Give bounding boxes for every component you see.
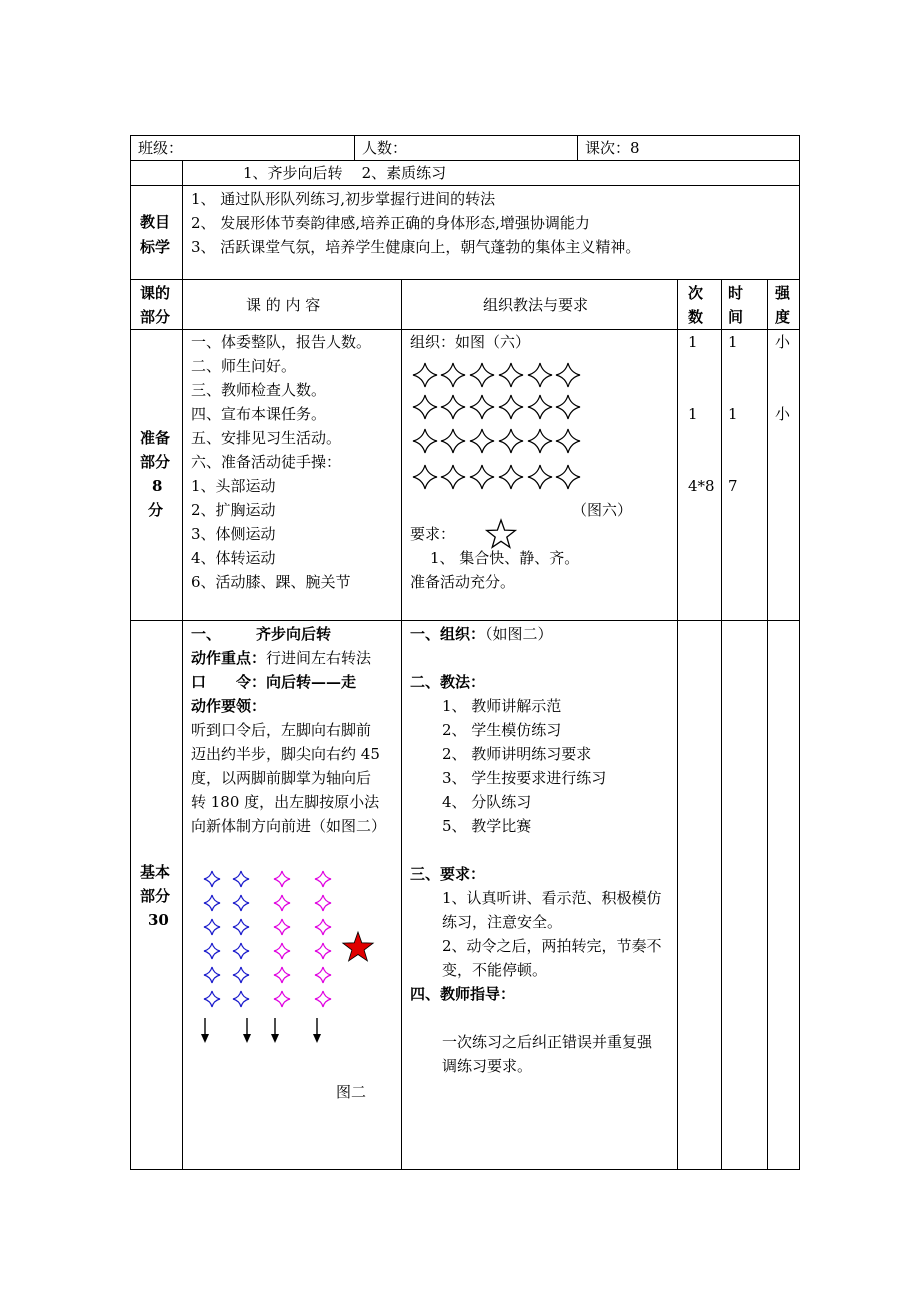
method-item: 4、 分队练习 — [442, 793, 532, 811]
essentials-label: 动作要领： — [191, 697, 267, 715]
requirement-star-icon — [487, 520, 516, 547]
lesson-number-label: 课次：8 — [585, 139, 640, 157]
student-marker-icon — [470, 465, 494, 489]
student-marker-icon — [204, 871, 220, 887]
command-text: 向后转——走 — [266, 673, 357, 691]
method-item: 1、 教师讲解示范 — [442, 697, 562, 715]
col-time-line2: 间 — [728, 308, 744, 326]
arrow-down-icon — [243, 1034, 251, 1043]
student-marker-icon — [413, 363, 437, 387]
focus-text: 行进间左右转法 — [266, 649, 372, 667]
prep-requirement-item: 1、 集合快、静、齐。 — [430, 549, 580, 567]
student-marker-icon — [204, 991, 220, 1007]
student-marker-icon — [315, 871, 331, 887]
prep-content-item: 二、师生问好。 — [191, 357, 297, 375]
focus-label: 动作重点： — [191, 649, 267, 667]
student-marker-icon — [233, 895, 249, 911]
objectives-label-line2: 标学 — [140, 238, 171, 256]
prep-intensity: 小 — [775, 405, 791, 423]
student-marker-icon — [274, 871, 290, 887]
guidance-heading: 四、教师指导： — [410, 985, 516, 1003]
prep-label-line4: 分 — [148, 501, 164, 519]
student-marker-icon — [556, 395, 580, 419]
col-times-line1: 次 — [688, 284, 704, 302]
objective-item: 3、 活跃课堂气氛，培养学生健康向上，朝气蓬勃的集体主义精神。 — [191, 238, 641, 256]
class-label: 班级： — [138, 139, 184, 157]
student-marker-icon — [315, 943, 331, 959]
prep-figure-caption: （图六） — [572, 501, 633, 519]
col-times-line2: 数 — [688, 308, 704, 326]
objective-item: 2、 发展形体节奏韵律感,培养正确的身体形态,增强协调能力 — [191, 214, 590, 232]
student-marker-icon — [315, 919, 331, 935]
basic-figure-caption: 图二 — [336, 1083, 367, 1101]
prep-content-item: 2、扩胸运动 — [191, 501, 276, 519]
student-marker-icon — [315, 991, 331, 1007]
prep-label-line1: 准备 — [140, 429, 171, 447]
requirement-line: 2、动令之后，两拍转完，节奏不 — [442, 937, 662, 955]
objectives-label-line1: 教目 — [140, 213, 171, 231]
prep-duration: 1 — [728, 333, 738, 351]
student-marker-icon — [233, 919, 249, 935]
student-marker-icon — [470, 429, 494, 453]
col-part-line1: 课的 — [140, 284, 171, 302]
student-marker-icon — [204, 895, 220, 911]
arrow-down-icon — [313, 1034, 321, 1043]
essentials-line: 听到口令后，左脚向右脚前 — [191, 721, 372, 739]
prep-label-line3: 8 — [152, 477, 163, 495]
prep-duration: 1 — [728, 405, 738, 423]
student-marker-icon — [274, 967, 290, 983]
student-marker-icon — [441, 429, 465, 453]
prep-duration: 7 — [728, 477, 738, 495]
student-marker-icon — [499, 395, 523, 419]
student-marker-icon — [499, 429, 523, 453]
col-intensity-line2: 度 — [775, 308, 791, 326]
requirement-line: 练习，注意安全。 — [442, 913, 563, 931]
col-method-header: 组织教法与要求 — [483, 296, 589, 314]
student-marker-icon — [315, 967, 331, 983]
requirement-heading: 三、要求： — [410, 865, 486, 883]
requirement-line: 1、认真听讲、看示范、积极模仿 — [442, 889, 662, 907]
prep-content-item: 1、头部运动 — [191, 477, 276, 495]
org-text: （如图二） — [485, 625, 553, 643]
student-marker-icon — [274, 895, 290, 911]
guidance-line: 调练习要求。 — [442, 1057, 533, 1075]
student-marker-icon — [470, 363, 494, 387]
student-marker-icon — [274, 919, 290, 935]
basic-title: 齐步向后转 — [256, 625, 332, 643]
essentials-line: 度，以两脚前脚掌为轴向后 — [191, 769, 372, 787]
student-marker-icon — [413, 429, 437, 453]
method-item: 3、 学生按要求进行练习 — [442, 769, 607, 787]
student-marker-icon — [233, 943, 249, 959]
formation-figure-two — [204, 871, 331, 1007]
col-time-line1: 时 — [728, 284, 744, 302]
prep-intensity: 小 — [775, 333, 791, 351]
student-count-label: 人数： — [362, 139, 408, 157]
prep-content-item: 六、准备活动徒手操： — [191, 453, 342, 471]
direction-arrows — [201, 1018, 321, 1043]
student-marker-icon — [441, 363, 465, 387]
prep-label-line2: 部分 — [140, 453, 171, 471]
prep-content-item: 一、体委整队，报告人数。 — [191, 333, 372, 351]
essentials-line: 转 180 度，出左脚按原小法 — [191, 793, 380, 811]
prep-content-item: 五、安排见习生活动。 — [191, 429, 342, 447]
prep-content-item: 三、教师检查人数。 — [191, 381, 327, 399]
prep-content-item: 6、活动膝、踝、腕关节 — [191, 573, 351, 591]
formation-figure-six — [413, 363, 580, 489]
method-item: 2、 学生模仿练习 — [442, 721, 562, 739]
student-marker-icon — [441, 395, 465, 419]
basic-title-number: 一、 — [191, 625, 222, 643]
student-marker-icon — [204, 943, 220, 959]
org-heading: 一、组织： — [410, 625, 486, 643]
student-marker-icon — [470, 395, 494, 419]
method-item: 5、 教学比赛 — [442, 817, 532, 835]
student-marker-icon — [499, 465, 523, 489]
prep-content-item: 四、宣布本课任务。 — [191, 405, 327, 423]
student-marker-icon — [233, 967, 249, 983]
col-content-header: 课 的 内 容 — [246, 296, 321, 314]
teacher-star-icon — [343, 932, 373, 961]
col-part-line2: 部分 — [140, 308, 171, 326]
student-marker-icon — [315, 895, 331, 911]
student-marker-icon — [413, 395, 437, 419]
objective-item: 1、 通过队形队列练习,初步掌握行进间的转法 — [191, 190, 496, 208]
requirement-line: 变，不能停顿。 — [442, 961, 548, 979]
prep-requirements-label: 要求： — [410, 525, 456, 543]
student-marker-icon — [274, 943, 290, 959]
method-heading: 二、教法： — [410, 673, 486, 691]
student-marker-icon — [441, 465, 465, 489]
student-marker-icon — [528, 395, 552, 419]
basic-label-line2: 部分 — [140, 887, 171, 905]
student-marker-icon — [499, 363, 523, 387]
command-label: 口 令： — [191, 673, 267, 691]
col-intensity-line1: 强 — [775, 284, 791, 302]
arrow-down-icon — [271, 1034, 279, 1043]
prep-content-item: 4、体转运动 — [191, 549, 276, 567]
prep-content-item: 3、体侧运动 — [191, 525, 276, 543]
basic-label-line1: 基本 — [140, 863, 171, 881]
method-item: 2、 教师讲明练习要求 — [442, 745, 592, 763]
student-marker-icon — [274, 991, 290, 1007]
student-marker-icon — [204, 967, 220, 983]
essentials-line: 向新体制方向前进（如图二） — [191, 817, 387, 835]
prep-times: 1 — [688, 333, 698, 351]
student-marker-icon — [233, 871, 249, 887]
student-marker-icon — [413, 465, 437, 489]
prep-times: 4*8 — [688, 477, 715, 495]
essentials-line: 迈出约半步，脚尖向右约 45 — [191, 745, 380, 763]
prep-organization-label: 组织：如图（六） — [410, 333, 531, 351]
student-marker-icon — [556, 429, 580, 453]
student-marker-icon — [528, 465, 552, 489]
student-marker-icon — [528, 363, 552, 387]
guidance-line: 一次练习之后纠正错误并重复强 — [442, 1033, 653, 1051]
student-marker-icon — [556, 363, 580, 387]
lesson-topic: 1、齐步向后转 2、素质练习 — [243, 164, 447, 182]
student-marker-icon — [556, 465, 580, 489]
student-marker-icon — [528, 429, 552, 453]
student-marker-icon — [204, 919, 220, 935]
student-marker-icon — [233, 991, 249, 1007]
prep-times: 1 — [688, 405, 698, 423]
prep-requirement-item: 准备活动充分。 — [410, 573, 516, 591]
basic-label-line3: 30 — [148, 911, 169, 929]
arrow-down-icon — [201, 1034, 209, 1043]
